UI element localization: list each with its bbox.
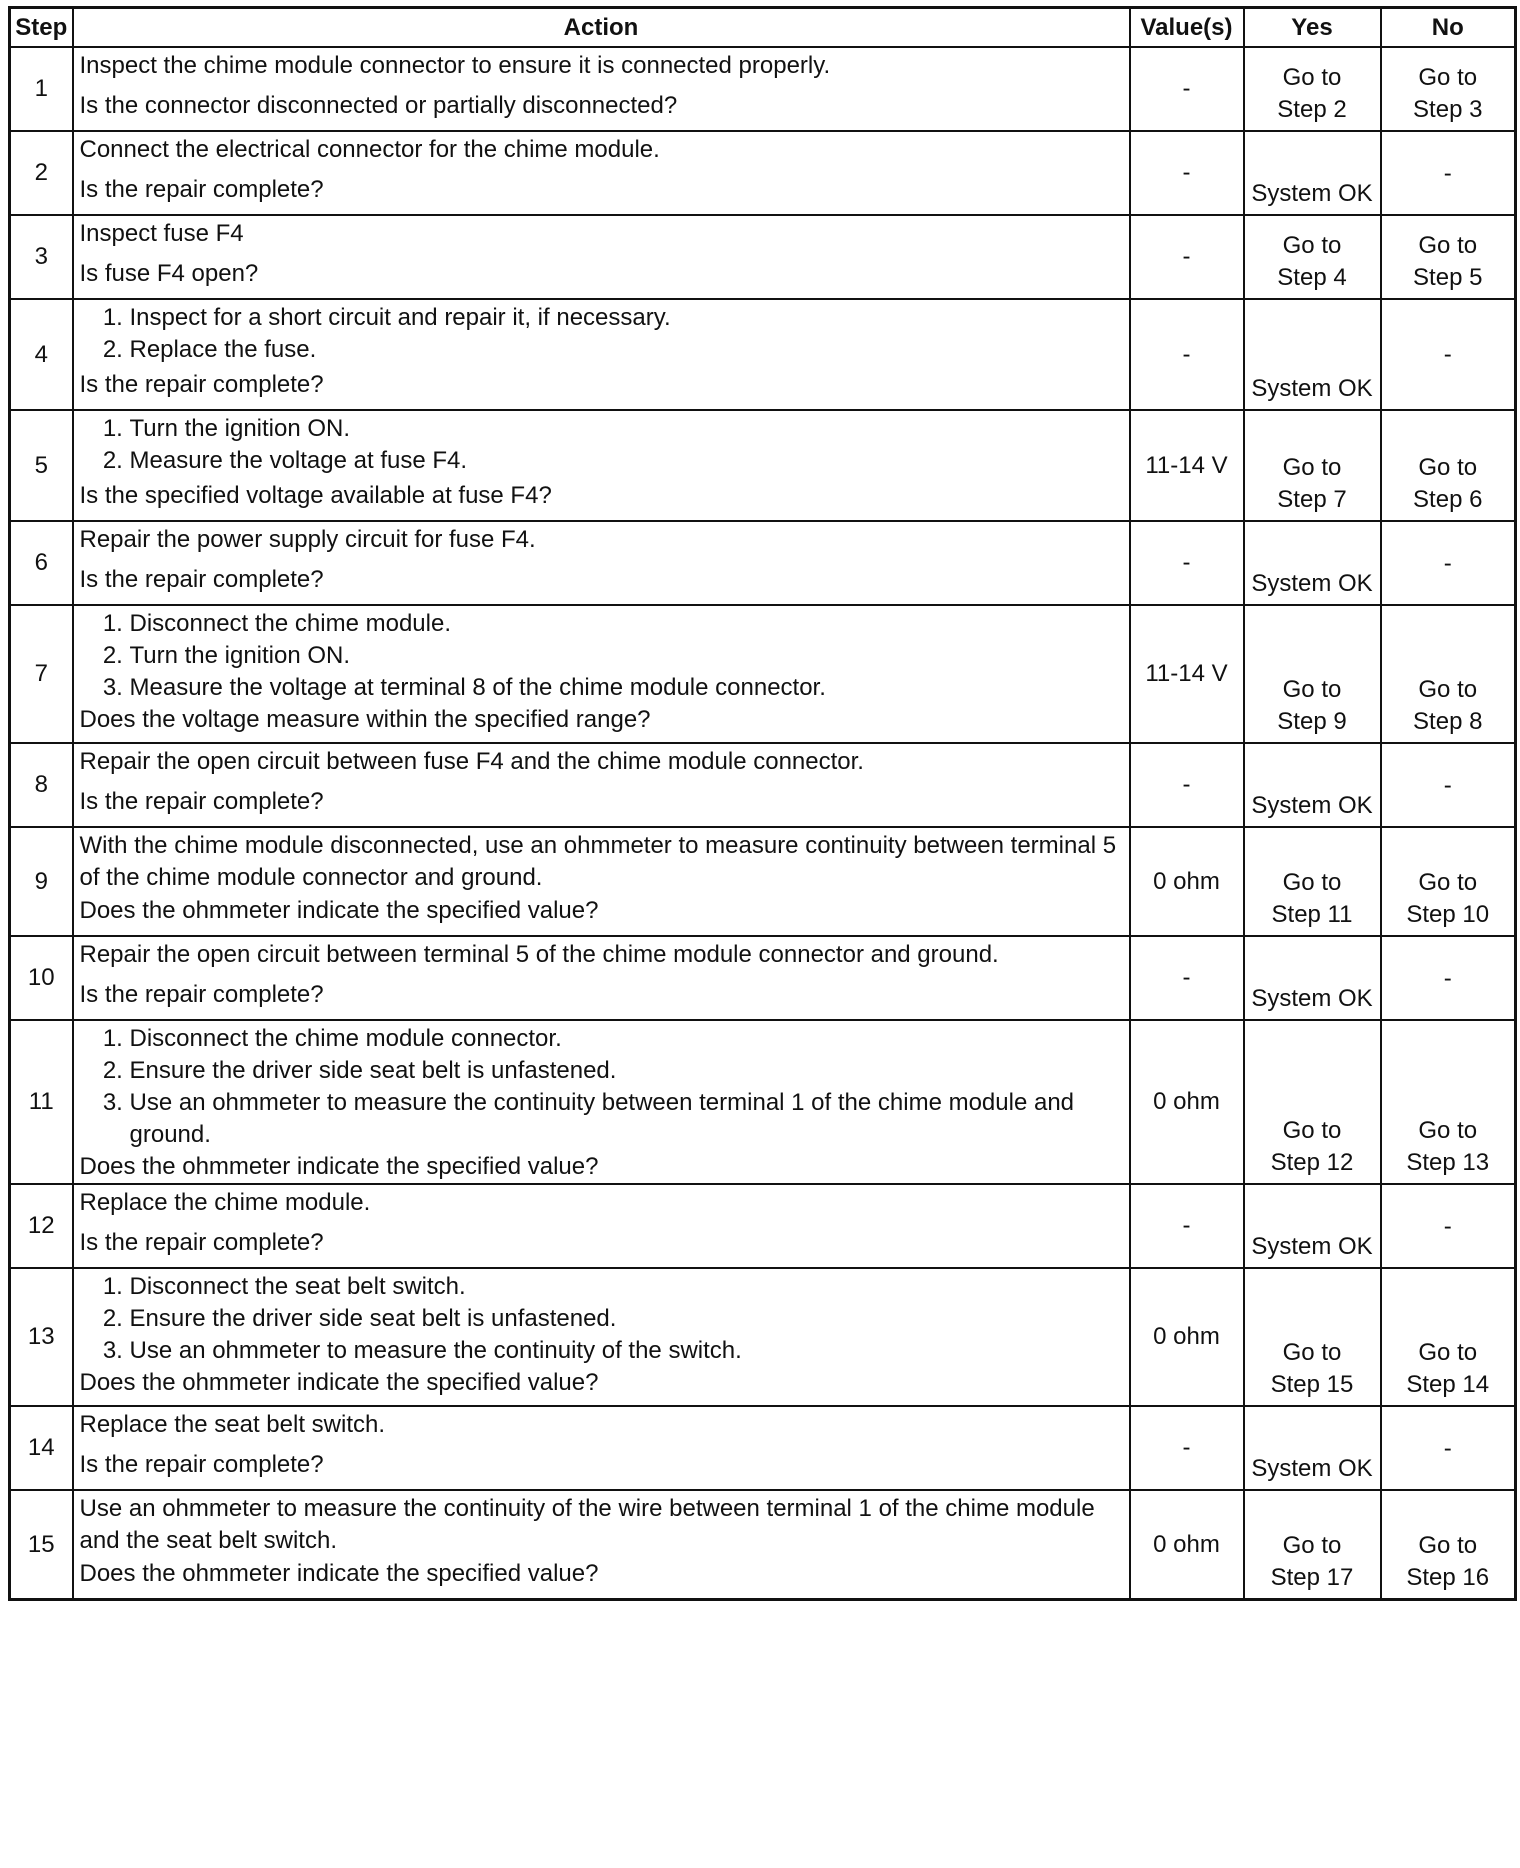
no-outcome-line: - — [1443, 771, 1452, 799]
step-number: 6 — [10, 521, 73, 605]
yes-cell — [1244, 1268, 1381, 1406]
table-row — [10, 299, 1516, 410]
no-outcome-line: Go to — [1418, 64, 1478, 91]
instruction-text: Repair the open circuit between terminal 5 of the chime module connector and ground. — [79, 941, 999, 968]
diagnostic-question: Is fuse F4 open? — [79, 260, 259, 287]
instruction-item: 2. Ensure the driver side seat belt is unfastened. — [130, 1303, 1123, 1335]
yes-outcome-line: System OK — [1251, 1455, 1373, 1482]
no-cell — [1381, 827, 1516, 936]
yes-outcome-line: Step 17 — [1270, 1564, 1354, 1591]
no-outcome-line: Go to — [1418, 1532, 1478, 1559]
header-yes: Yes — [1244, 8, 1381, 48]
table-row — [10, 827, 1516, 936]
no-outcome-line: Go to — [1418, 676, 1478, 703]
instruction-list — [80, 413, 1123, 477]
no-cell — [1381, 131, 1516, 215]
no-cell — [1381, 410, 1516, 521]
action-content — [80, 1271, 1123, 1397]
instruction-list — [80, 608, 1123, 704]
value-cell: - — [1130, 47, 1244, 131]
no-cell — [1381, 1406, 1516, 1490]
diagnostic-question: Does the ohmmeter indicate the specified value? — [79, 1369, 599, 1396]
yes-outcome-line: System OK — [1251, 1233, 1373, 1260]
instruction-list — [80, 302, 1123, 366]
yes-cell — [1244, 521, 1381, 605]
instruction-text: Replace the seat belt switch. — [79, 1411, 385, 1438]
yes-outcome-line: Step 2 — [1277, 96, 1347, 123]
action-cell — [73, 936, 1130, 1020]
action-cell — [73, 743, 1130, 827]
diagnostic-question: Does the ohmmeter indicate the specified value? — [79, 1560, 599, 1587]
yes-outcome-line: Step 15 — [1270, 1371, 1354, 1398]
no-cell — [1381, 605, 1516, 743]
no-outcome-line: - — [1443, 159, 1452, 187]
step-number: 12 — [10, 1184, 73, 1268]
header-action: Action — [73, 8, 1130, 48]
no-outcome-line: Step 8 — [1413, 708, 1483, 735]
no-outcome-line: - — [1443, 1212, 1452, 1240]
value-cell: - — [1130, 1184, 1244, 1268]
action-content — [80, 218, 1123, 290]
instruction-item: 2. Turn the ignition ON. — [130, 640, 1123, 672]
yes-outcome-line: Go to — [1282, 1117, 1342, 1144]
yes-cell — [1244, 1184, 1381, 1268]
action-cell — [73, 521, 1130, 605]
yes-outcome-line: System OK — [1251, 985, 1373, 1012]
yes-cell — [1244, 1406, 1381, 1490]
step-number: 7 — [10, 605, 73, 743]
no-outcome-line: Step 13 — [1406, 1149, 1490, 1176]
instruction-item: 2. Ensure the driver side seat belt is unfastened. — [130, 1055, 1123, 1087]
table-row — [10, 47, 1516, 131]
diagnostic-table — [8, 6, 1517, 1601]
no-cell — [1381, 299, 1516, 410]
value-cell: 0 ohm — [1130, 827, 1244, 936]
action-cell — [73, 215, 1130, 299]
action-content — [80, 524, 1123, 596]
instruction-text: Connect the electrical connector for the chime module. — [79, 136, 660, 163]
yes-outcome-line: Step 4 — [1277, 264, 1347, 291]
instruction-item: 1. Disconnect the chime module. — [130, 608, 1123, 640]
yes-cell — [1244, 131, 1381, 215]
yes-cell — [1244, 47, 1381, 131]
instruction-item: 1. Disconnect the seat belt switch. — [130, 1271, 1123, 1303]
header-row — [10, 8, 1516, 48]
no-outcome-line: - — [1443, 549, 1452, 577]
diagnostic-question: Is the repair complete? — [79, 176, 324, 203]
no-outcome-line: Go to — [1418, 869, 1478, 896]
action-content — [80, 302, 1123, 401]
step-number: 1 — [10, 47, 73, 131]
action-cell — [73, 1268, 1130, 1406]
no-outcome-line: Go to — [1418, 232, 1478, 259]
no-outcome-line: Go to — [1418, 1339, 1478, 1366]
step-number: 13 — [10, 1268, 73, 1406]
table-row — [10, 1406, 1516, 1490]
diagnostic-question: Is the repair complete? — [79, 788, 324, 815]
instruction-text: Inspect fuse F4 — [79, 220, 244, 247]
yes-outcome-line: Step 12 — [1270, 1149, 1354, 1176]
no-outcome-line: Go to — [1418, 1117, 1478, 1144]
action-cell — [73, 1406, 1130, 1490]
table-row — [10, 521, 1516, 605]
no-outcome-line: - — [1443, 341, 1452, 368]
action-content — [80, 1409, 1123, 1481]
no-outcome-line: Step 3 — [1413, 96, 1483, 123]
action-cell — [73, 299, 1130, 410]
yes-outcome-line: System OK — [1251, 375, 1373, 402]
yes-cell — [1244, 215, 1381, 299]
instruction-list — [80, 1271, 1123, 1367]
no-cell — [1381, 215, 1516, 299]
yes-outcome-line: Go to — [1282, 232, 1342, 259]
action-cell — [73, 131, 1130, 215]
instruction-item: 3. Use an ohmmeter to measure the continuity between terminal 1 of the chime module and ground. — [130, 1087, 1123, 1151]
step-number: 3 — [10, 215, 73, 299]
header-step: Step — [10, 8, 73, 48]
instruction-text: Repair the open circuit between fuse F4 and the chime module connector. — [79, 748, 864, 775]
action-content — [80, 608, 1123, 734]
action-content — [80, 413, 1123, 512]
no-outcome-line: Step 5 — [1413, 264, 1483, 291]
no-cell — [1381, 743, 1516, 827]
no-cell — [1381, 47, 1516, 131]
table-row — [10, 131, 1516, 215]
yes-cell — [1244, 605, 1381, 743]
table-row — [10, 1020, 1516, 1184]
yes-cell — [1244, 827, 1381, 936]
yes-cell — [1244, 1020, 1381, 1184]
no-outcome-line: Step 14 — [1406, 1371, 1490, 1398]
step-number: 2 — [10, 131, 73, 215]
diagnostic-question: Is the specified voltage available at fuse F4? — [79, 482, 552, 509]
value-cell: 0 ohm — [1130, 1020, 1244, 1184]
no-outcome-line: Step 6 — [1413, 486, 1483, 513]
table-row — [10, 1268, 1516, 1406]
instruction-item: 3. Measure the voltage at terminal 8 of the chime module connector. — [130, 672, 1123, 704]
action-content — [80, 1187, 1123, 1259]
header-values: Value(s) — [1130, 8, 1244, 48]
value-cell: - — [1130, 936, 1244, 1020]
instruction-text: Replace the chime module. — [79, 1189, 371, 1216]
table-row — [10, 605, 1516, 743]
instruction-text: With the chime module disconnected, use an ohmmeter to measure continuity between terminal 5 of the chime module connector and ground. — [79, 832, 1117, 891]
no-cell — [1381, 1184, 1516, 1268]
step-number: 11 — [10, 1020, 73, 1184]
value-cell: - — [1130, 215, 1244, 299]
yes-outcome-line: Go to — [1282, 64, 1342, 91]
step-number: 5 — [10, 410, 73, 521]
no-outcome-line: Step 10 — [1406, 901, 1490, 928]
value-cell: 11-14 V — [1130, 410, 1244, 521]
step-number: 10 — [10, 936, 73, 1020]
step-number: 8 — [10, 743, 73, 827]
no-cell — [1381, 1020, 1516, 1184]
instruction-list — [80, 1023, 1123, 1151]
diagnostic-question: Does the ohmmeter indicate the specified value? — [79, 1153, 599, 1180]
value-cell: 0 ohm — [1130, 1490, 1244, 1600]
yes-cell — [1244, 1490, 1381, 1600]
yes-outcome-line: Go to — [1282, 1532, 1342, 1559]
value-cell: - — [1130, 131, 1244, 215]
instruction-item: 1. Inspect for a short circuit and repair it, if necessary. — [130, 302, 1123, 334]
yes-outcome-line: Step 7 — [1277, 486, 1347, 513]
instruction-text: Use an ohmmeter to measure the continuity of the wire between terminal 1 of the chime module and the seat belt switch. — [79, 1495, 1095, 1554]
no-outcome-line: Go to — [1418, 454, 1478, 481]
diagnostic-question: Does the voltage measure within the specified range? — [79, 706, 651, 733]
instruction-item: 2. Replace the fuse. — [130, 334, 1123, 366]
no-cell — [1381, 1268, 1516, 1406]
yes-outcome-line: Step 9 — [1277, 708, 1347, 735]
yes-outcome-line: Step 11 — [1271, 901, 1353, 928]
diagnostic-table-page — [8, 6, 1514, 1601]
instruction-item: 2. Measure the voltage at fuse F4. — [130, 445, 1123, 477]
header-no: No — [1381, 8, 1516, 48]
yes-outcome-line: Go to — [1282, 869, 1342, 896]
no-cell — [1381, 936, 1516, 1020]
table-row — [10, 410, 1516, 521]
value-cell: 11-14 V — [1130, 605, 1244, 743]
yes-outcome-line: Go to — [1282, 454, 1342, 481]
instruction-text: Inspect the chime module connector to ensure it is connected properly. — [79, 52, 831, 79]
yes-outcome-line: System OK — [1251, 792, 1373, 819]
table-row — [10, 743, 1516, 827]
instruction-item: 1. Turn the ignition ON. — [130, 413, 1123, 445]
action-content — [79, 1023, 1123, 1180]
action-content — [80, 746, 1123, 818]
diagnostic-question: Is the repair complete? — [79, 1229, 324, 1256]
yes-cell — [1244, 299, 1381, 410]
yes-cell — [1244, 743, 1381, 827]
table-body — [10, 47, 1516, 1600]
step-number: 4 — [10, 299, 73, 410]
value-cell: - — [1130, 743, 1244, 827]
yes-outcome-line: Go to — [1282, 676, 1342, 703]
action-cell — [73, 1020, 1130, 1184]
diagnostic-question: Is the repair complete? — [79, 371, 324, 398]
no-cell — [1381, 1490, 1516, 1600]
diagnostic-question: Is the repair complete? — [79, 566, 324, 593]
action-cell — [73, 1184, 1130, 1268]
value-cell: 0 ohm — [1130, 1268, 1244, 1406]
instruction-item: 3. Use an ohmmeter to measure the continuity of the switch. — [130, 1335, 1123, 1367]
action-cell — [73, 1490, 1130, 1600]
step-number: 14 — [10, 1406, 73, 1490]
table-row — [10, 1184, 1516, 1268]
step-number: 15 — [10, 1490, 73, 1600]
diagnostic-question: Is the repair complete? — [79, 1451, 324, 1478]
yes-outcome-line: System OK — [1251, 180, 1373, 207]
no-outcome-line: - — [1443, 964, 1452, 992]
yes-outcome-line: Go to — [1282, 1339, 1342, 1366]
yes-cell — [1244, 936, 1381, 1020]
no-outcome-line: Step 16 — [1406, 1564, 1490, 1591]
table-row — [10, 1490, 1516, 1600]
action-content — [80, 50, 1123, 122]
action-cell — [73, 47, 1130, 131]
diagnostic-question: Does the ohmmeter indicate the specified value? — [79, 897, 599, 924]
value-cell: - — [1130, 521, 1244, 605]
instruction-item: 1. Disconnect the chime module connector. — [130, 1023, 1123, 1055]
action-content — [80, 939, 1123, 1011]
no-cell — [1381, 521, 1516, 605]
yes-outcome-line: System OK — [1251, 570, 1373, 597]
instruction-text: Repair the power supply circuit for fuse F4. — [79, 526, 536, 553]
action-cell — [73, 827, 1130, 936]
action-content — [80, 1493, 1123, 1590]
action-cell — [73, 605, 1130, 743]
diagnostic-question: Is the connector disconnected or partially disconnected? — [79, 92, 678, 119]
table-row — [10, 936, 1516, 1020]
value-cell: - — [1130, 1406, 1244, 1490]
value-cell: - — [1130, 299, 1244, 410]
action-cell — [73, 410, 1130, 521]
action-content — [80, 134, 1123, 206]
table-row — [10, 215, 1516, 299]
diagnostic-question: Is the repair complete? — [79, 981, 324, 1008]
step-number: 9 — [10, 827, 73, 936]
action-content — [80, 830, 1123, 927]
yes-cell — [1244, 410, 1381, 521]
no-outcome-line: - — [1443, 1434, 1452, 1462]
